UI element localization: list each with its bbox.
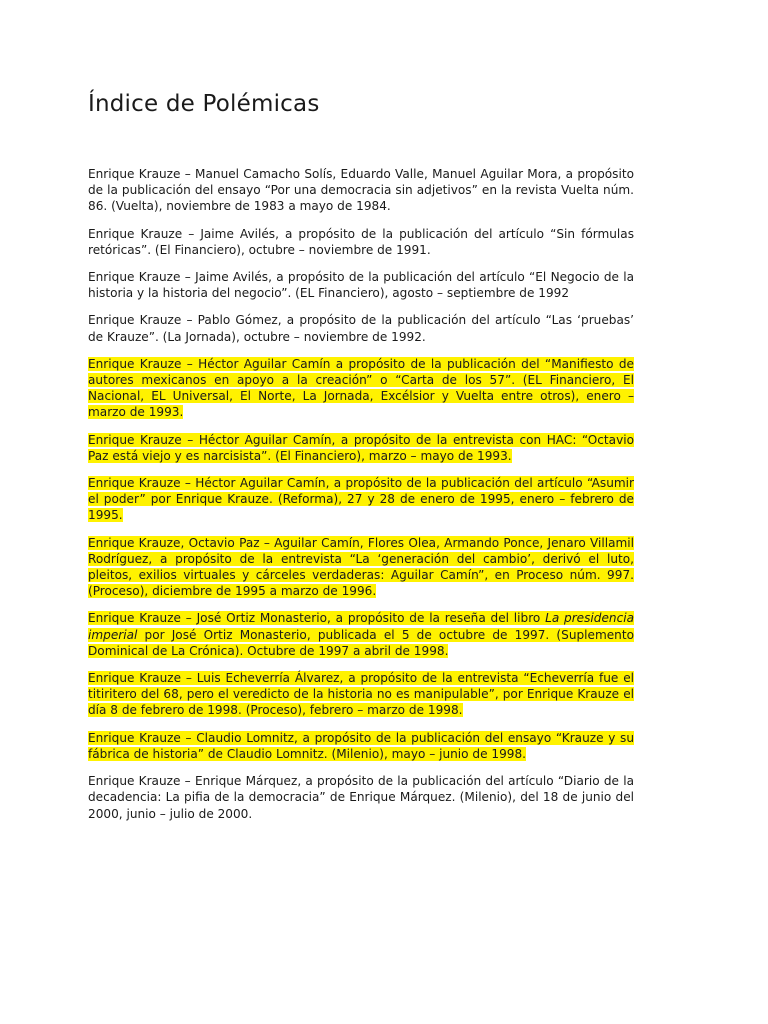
polemic-entry-3 [88,269,634,301]
entry-text: Enrique Krauze – Manuel Camacho Solís, Eduardo Valle, Manuel Aguilar Mora, a propósito de la publicación del ensayo “Por una democracia sin adjetivos” en la revista Vuelta núm. 86. (Vuelta), noviembre de 1983 a mayo de 1984. [88,167,634,214]
highlighted-entry-text: Enrique Krauze – Luis Echeverría Álvarez, a propósito de la entrevista “Echeverría fue el titiritero del 68, pero el veredicto de la historia no es manipulable”, por Enrique Krauze el día 8 de febrero de 1998. (Proceso), febrero – marzo de 1998. [88,671,634,718]
entry-text: Enrique Krauze – Enrique Márquez, a propósito de la publicación del artículo “Diario de la decadencia: La pifia de la democracia” de Enrique Márquez. (Milenio), del 18 de junio del 2000, junio – julio de 2000. [88,774,634,821]
book-title-italic: La presidencia imperial [88,611,634,642]
polemic-entry-2 [88,226,634,258]
highlighted-entry-text: Enrique Krauze – Héctor Aguilar Camín, a propósito de la publicación del artículo “Asumir el poder” por Enrique Krauze. (Reforma), 27 y 28 de enero de 1995, enero – febrero de 1995. [88,476,634,523]
highlighted-entry-text: Enrique Krauze, Octavio Paz – Aguilar Camín, Flores Olea, Armando Ponce, Jenaro Villamil Rodríguez, a propósito de la entrevista “La ‘generación del cambio’, derivó el luto, pleitos, exilios virtuales y cárceles verdaderas: Aguilar Camín”, en Proceso núm. 997. (Proceso), diciembre de 1995 a marzo de 1996. [88,535,634,599]
document-page [88,86,634,833]
highlighted-entry-text: Enrique Krauze – Héctor Aguilar Camín, a propósito de la entrevista con HAC: “Octavio Paz está viejo y es narcisista”. (El Financiero), marzo – mayo de 1993. [88,432,634,463]
entry-text-before: Enrique Krauze – José Ortiz Monasterio, a propósito de la reseña del libro [88,611,546,626]
polemic-entry-12 [88,773,634,822]
entry-text: Enrique Krauze – Pablo Gómez, a propósito de la publicación del artículo “Las ‘pruebas’ de Krauze”. (La Jornada), octubre – noviembre de 1992. [88,313,634,344]
highlighted-entry-text: Enrique Krauze – Claudio Lomnitz, a propósito de la publicación del ensayo “Krauze y su fábrica de historia” de Claudio Lomnitz. (Milenio), mayo – junio de 1998. [88,730,634,761]
polemic-entry-1 [88,166,634,215]
polemic-entry-11 [88,730,634,762]
highlighted-entry-text [88,611,634,657]
polemic-entry-8 [88,535,634,600]
polemic-entry-5 [88,356,634,421]
highlighted-entry-text: Enrique Krauze – Héctor Aguilar Camín a propósito de la publicación del “Manifiesto de autores mexicanos en apoyo a la creación” o “Carta de los 57”. (EL Financiero, El Nacional, EL Universal, El Norte, La Jornada, Excélsior y Vuelta entre otros), enero – marzo de 1993. [88,356,634,420]
entry-text: Enrique Krauze – Jaime Avilés, a propósito de la publicación del artículo “El Negocio de la historia y la historia del negocio”. (EL Financiero), agosto – septiembre de 1992 [88,270,634,301]
polemic-entry-10 [88,670,634,719]
polemic-entry-4 [88,312,634,344]
polemic-entry-9 [88,610,634,659]
polemic-entry-6 [88,432,634,464]
entry-text: Enrique Krauze – Jaime Avilés, a propósito de la publicación del artículo “Sin fórmulas retóricas”. (El Financiero), octubre – noviembre de 1991. [88,226,634,257]
document-title: Índice de Polémicas [88,91,320,117]
entry-text-after: por José Ortiz Monasterio, publicada el 5 de octubre de 1997. (Suplemento Dominical de La Crónica). Octubre de 1997 a abril de 1998. [88,627,634,658]
polemic-entry-7 [88,475,634,524]
